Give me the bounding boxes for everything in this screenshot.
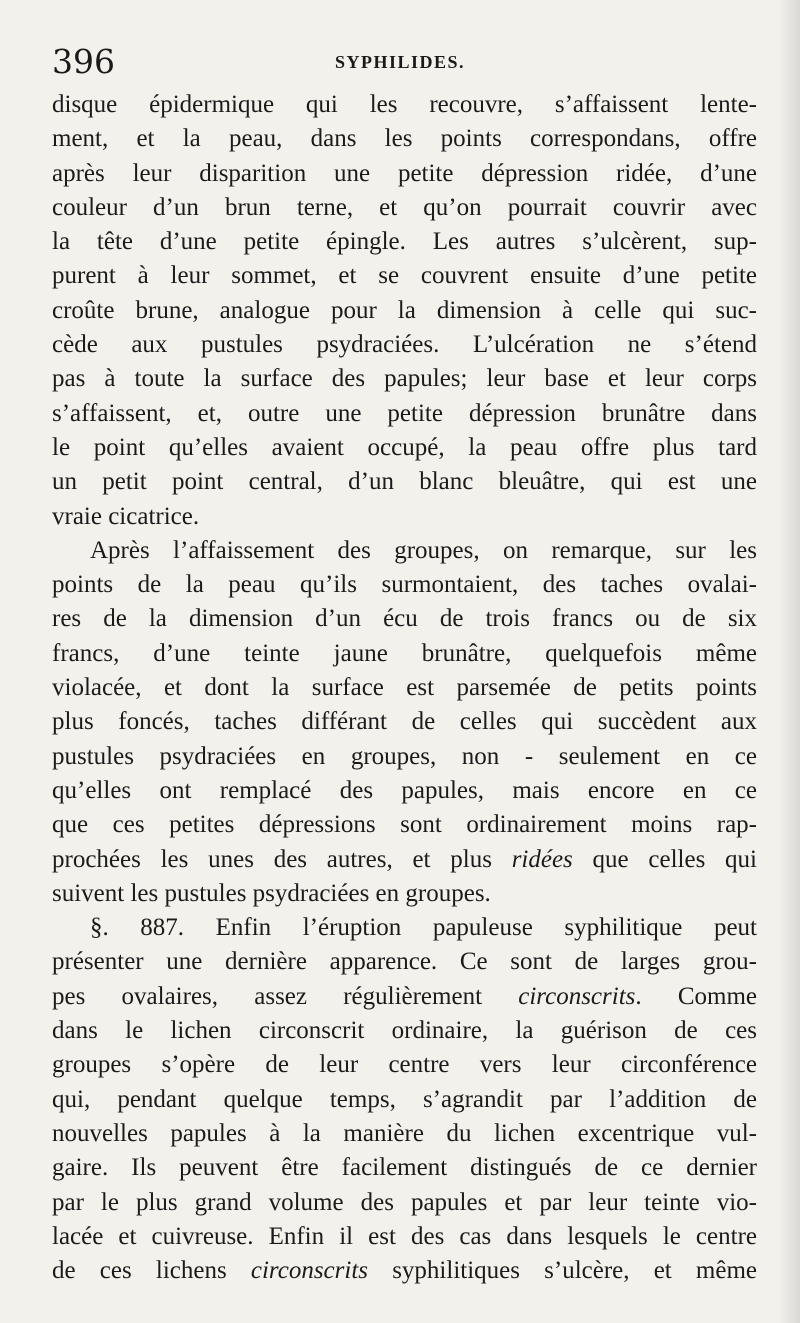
text-line: que ces petites dépressions sont ordinairement moins rap- (52, 811, 757, 839)
text-run: que celles qui (592, 845, 757, 873)
text-line: présenter une dernière apparence. Ce sont de larges grou- (52, 948, 757, 976)
text-line: lacée et cuivreuse. Enfin il est des cas dans lesquels le centre (52, 1222, 757, 1250)
running-head: SYPHILIDES. (334, 52, 466, 72)
text-run: syphilitiques s’ulcère, et même (392, 1257, 758, 1285)
text-line: ment, et la peau, dans les points correspondans, offre (52, 125, 757, 153)
text-line: croûte brune, analogue pour la dimension à celle qui suc- (52, 296, 757, 324)
text-line: qu’elles ont remplacé des papules, mais encore en ce (52, 776, 757, 804)
text-line: groupes s’opère de leur centre vers leur circonférence (52, 1051, 757, 1079)
text-line (52, 980, 757, 1014)
text-line: qui, pendant quelque temps, s’agrandit par l’addition de (52, 1085, 757, 1113)
text-line: Après l’affaissement des groupes, on remarque, sur les (90, 536, 757, 564)
text-line: francs, d’une teinte jaune brunâtre, quelquefois même (52, 639, 757, 667)
page-number: 396 (52, 42, 115, 81)
text-line: pustules psydraciées en groupes, non - seulement en ce (52, 742, 757, 770)
text-line: par le plus grand volume des papules et par leur teinte vio- (52, 1188, 757, 1216)
text-line: s’affaissent, et, outre une petite dépression brunâtre dans (52, 399, 757, 427)
text-line (52, 1254, 757, 1288)
italic-term: circonscrits (250, 1257, 369, 1285)
text-line: un petit point central, d’un blanc bleuâtre, qui est une (52, 468, 757, 496)
text-line: plus foncés, taches différant de celles qui succèdent aux (52, 708, 757, 736)
text-line: disque épidermique qui les recouvre, s’affaissent lente- (52, 91, 757, 118)
text-run: prochées les unes des autres, et plus (52, 845, 492, 873)
text-line: res de la dimension d’un écu de trois francs ou de six (52, 605, 757, 633)
text-line: cède aux pustules psydraciées. L’ulcération ne s’étend (52, 331, 757, 359)
text-line (52, 843, 757, 877)
text-run: . Comme (635, 982, 758, 1010)
italic-term: ridées (511, 845, 573, 873)
body-text (52, 88, 757, 1288)
text-line: couleur d’un brun terne, et qu’on pourrait couvrir avec (52, 193, 757, 221)
text-line: vraie cicatrice. (52, 502, 200, 530)
text-line: purent à leur sommet, et se couvrent ensuite d’une petite (52, 262, 757, 290)
text-line: dans le lichen circonscrit ordinaire, la guérison de ces (52, 1017, 757, 1045)
text-run: de ces lichens (52, 1257, 227, 1285)
text-line: le point qu’elles avaient occupé, la peau offre plus tard (52, 433, 757, 461)
text-line: après leur disparition une petite dépression ridée, d’une (52, 159, 757, 187)
page-header (0, 42, 800, 86)
page-edge-shadow (778, 0, 800, 1323)
text-line: nouvelles papules à la manière du lichen excentrique vul- (52, 1119, 757, 1147)
text-line: suivent les pustules psydraciées en groupes. (52, 879, 491, 907)
text-line: gaire. Ils peuvent être facilement distingués de ce dernier (52, 1154, 757, 1182)
text-line: violacée, et dont la surface est parsemée de petits points (52, 674, 757, 702)
text-line: pas à toute la surface des papules; leur base et leur corps (52, 365, 757, 393)
text-run: pes ovalaires, assez régulièrement (52, 982, 483, 1010)
italic-term: circonscrits (518, 982, 636, 1010)
text-line: la tête d’une petite épingle. Les autres s’ulcèrent, sup- (52, 228, 757, 256)
text-line: §. 887. Enfin l’éruption papuleuse syphilitique peut (90, 914, 757, 942)
text-line: points de la peau qu’ils surmontaient, des taches ovalai- (52, 571, 757, 599)
